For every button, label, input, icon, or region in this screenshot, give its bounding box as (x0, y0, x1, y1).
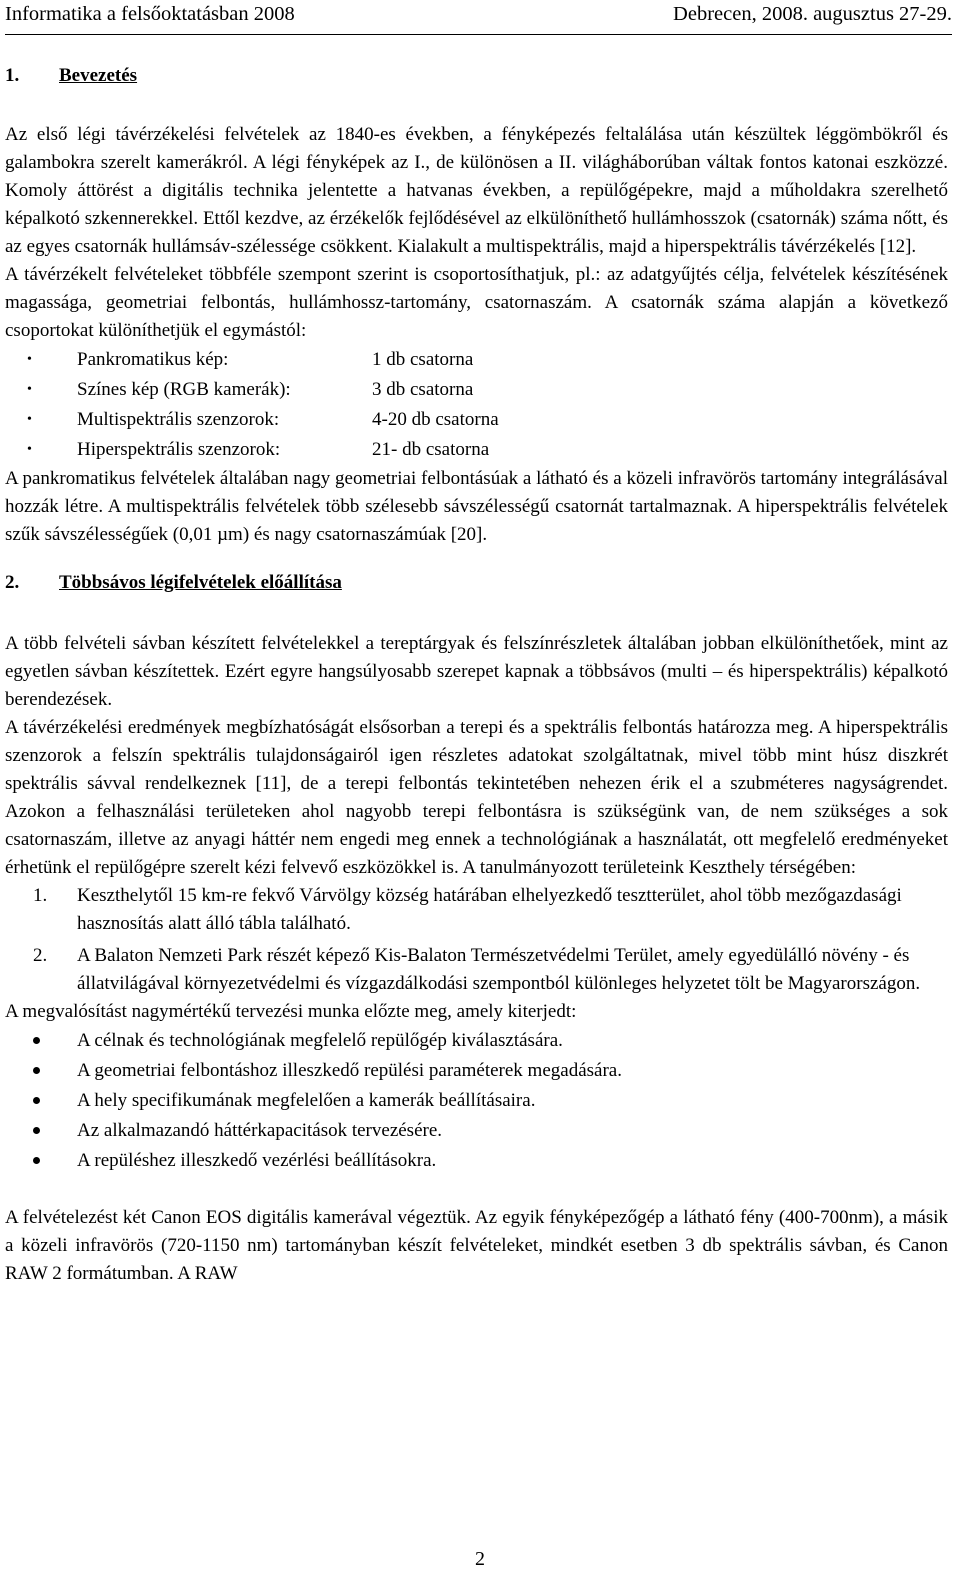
list-item (5, 882, 948, 938)
sensor-type: Multispektrális szenzorok: (77, 409, 280, 430)
paragraph: A pankromatikus felvételek általában nagy geometriai felbontásúak a látható és a közeli infravörös tartomány integrálásával hozzák létre. A multispektrális felvételek több szélesebb sávszélességű csatornát tartalmaznak. A hiperspektrális felvételek szűk sávszélességűek (0,01 µm) és nagy csatornaszámúak [20]. (5, 468, 948, 545)
header-location-date: Debrecen, 2008. augusztus 27-29. (673, 3, 952, 25)
sensor-type: Pankromatikus kép: (77, 349, 229, 370)
bullet (5, 1146, 77, 1176)
list-item (5, 405, 948, 435)
list-item (5, 375, 948, 405)
bullet: • (27, 442, 32, 457)
sensor-type-list (5, 345, 948, 465)
bullet: • (27, 412, 32, 427)
section-number: 1. (5, 65, 20, 86)
spacer (5, 1176, 948, 1204)
paragraph: A távérzékelési eredmények megbízhatóságát elsősorban a terepi és a spektrális felbontás határozza meg. A hiperspektrális szenzorok a felszín spektrális tulajdonságairól igen részletes adatokat szolgáltatnak, mivel több mint húsz diszkrét spektrális sávval rendelkeznek [11], de a terepi felbontás tekintetében nehezen érik el a szubméteres nagyságrendet. Azokon a felhasználási területeken ahol nagyobb terepi felbontásra is szükségünk van, de nem szükséges a sok csatornaszám, illetve az anyagi háttér nem engedi meg ennek a technológiának a használatát, ott megfelelő eredményeket érhetünk el repülőgépre szerelt kézi felvevő eszközökkel is. A tanulmányozott területeink Keszthely térségében: (5, 717, 948, 878)
list-number: 1. (33, 885, 48, 906)
bullet (5, 1026, 77, 1056)
list-number: 2. (33, 945, 48, 966)
list-text: Keszthelytől 15 km-re fekvő Várvölgy község határában elhelyezkedő tesztterület, ahol több mezőgazdasági hasznosítás alatt álló tábla található. (77, 885, 902, 934)
list-text: Az alkalmazandó háttérkapacitások tervezésére. (77, 1120, 443, 1141)
sensor-type: Hiperspektrális szenzorok: (77, 439, 281, 460)
header-conference: Informatika a felsőoktatásban 2008 (5, 3, 295, 25)
channel-count: 4-20 db csatorna (372, 409, 499, 430)
body-text (5, 62, 948, 1288)
list-item (5, 1026, 948, 1056)
section-heading-2 (5, 569, 948, 597)
running-header (5, 0, 952, 35)
planning-list (5, 1026, 948, 1176)
channel-count: 3 db csatorna (372, 379, 474, 400)
section-title: Bevezetés (59, 65, 138, 86)
list-item (5, 1086, 948, 1116)
section-number: 2. (5, 572, 20, 593)
paragraph: A megvalósítást nagymértékű tervezési munka előzte meg, amely kiterjedt: (5, 1001, 577, 1022)
list-item (5, 435, 948, 465)
bullet (5, 1086, 77, 1116)
bullet: • (27, 382, 32, 397)
page-number: 2 (475, 1548, 485, 1570)
list-text: A repüléshez illeszkedő vezérlési beállításokra. (77, 1150, 437, 1171)
channel-count: 21- db csatorna (372, 439, 490, 460)
list-text: A hely specifikumának megfelelően a kamerák beállításaira. (77, 1090, 536, 1111)
list-item (5, 1056, 948, 1086)
study-area-list (5, 882, 948, 998)
channel-count: 1 db csatorna (372, 349, 474, 370)
bullet (5, 1116, 77, 1146)
paragraph: Az első légi távérzékelési felvételek az 1840-es években, a fényképezés feltalálása után készültek léggömbökről és galambokra szerelt kamerákról. A légi fényképek az I., de különösen a II. világháborúban váltak fontos katonai eszközzé. Komoly áttörést a digitális technika jelentette a hatvanas években, a repülőgépekre, majd a műholdakra szerelhető képalkotó szkennerekkel. Ettől kezdve, az érzékelők fejlődésével az elkülöníthető hullámhosszok (csatornák) száma nőtt, és az egyes csatornák hullámsáv-szélessége csökkent. Kialakult a multispektrális, majd a hiperspektrális távérzékelés [12]. (5, 124, 948, 257)
paragraph: A több felvételi sávban készített felvételekkel a tereptárgyak és felszínrészletek általában jobban elkülöníthetőek, mint az egyetlen sávban készítettek. Ezért egyre hangsúlyosabb szerepet kapnak a többsávos (multi – és hiperspektrális) képalkotó berendezések. (5, 633, 948, 710)
list-item (5, 1146, 948, 1176)
list-item (5, 345, 948, 375)
section-title: Többsávos légifelvételek előállítása (59, 572, 342, 593)
bullet (5, 1056, 77, 1086)
list-text: A Balaton Nemzeti Park részét képező Kis-Balaton Természetvédelmi Terület, amely egyedülálló növény - és állatvilágával környezetvédelmi és vízgazdálkodási szempontból különleges helyzetet tölt be Magyarországon. (77, 945, 921, 994)
sensor-type: Színes kép (RGB kamerák): (77, 379, 291, 400)
section-heading-1 (5, 62, 948, 90)
list-text: A geometriai felbontáshoz illeszkedő repülési paraméterek megadására. (77, 1060, 622, 1081)
paragraph: A felvételezést két Canon EOS digitális kamerával végeztük. Az egyik fényképezőgép a látható fény (400-700nm), a másik a közeli infravörös (720-1150 nm) tartományban készít felvételeket, mindkét esetben 3 db spektrális sávban, és Canon RAW 2 formátumban. A RAW (5, 1207, 948, 1284)
list-item (5, 942, 948, 998)
list-text: A célnak és technológiának megfelelő repülőgép kiválasztására. (77, 1030, 563, 1051)
bullet: • (27, 352, 32, 367)
paragraph: A távérzékelt felvételeket többféle szempont szerint is csoportosíthatjuk, pl.: az adatgyűjtés célja, felvételek készítésének magassága, geometriai felbontás, hullámhossz-tartomány, csatornaszám. A csatornák száma alapján a következő csoportokat különíthetjük el egymástól: (5, 264, 948, 341)
list-item (5, 1116, 948, 1146)
